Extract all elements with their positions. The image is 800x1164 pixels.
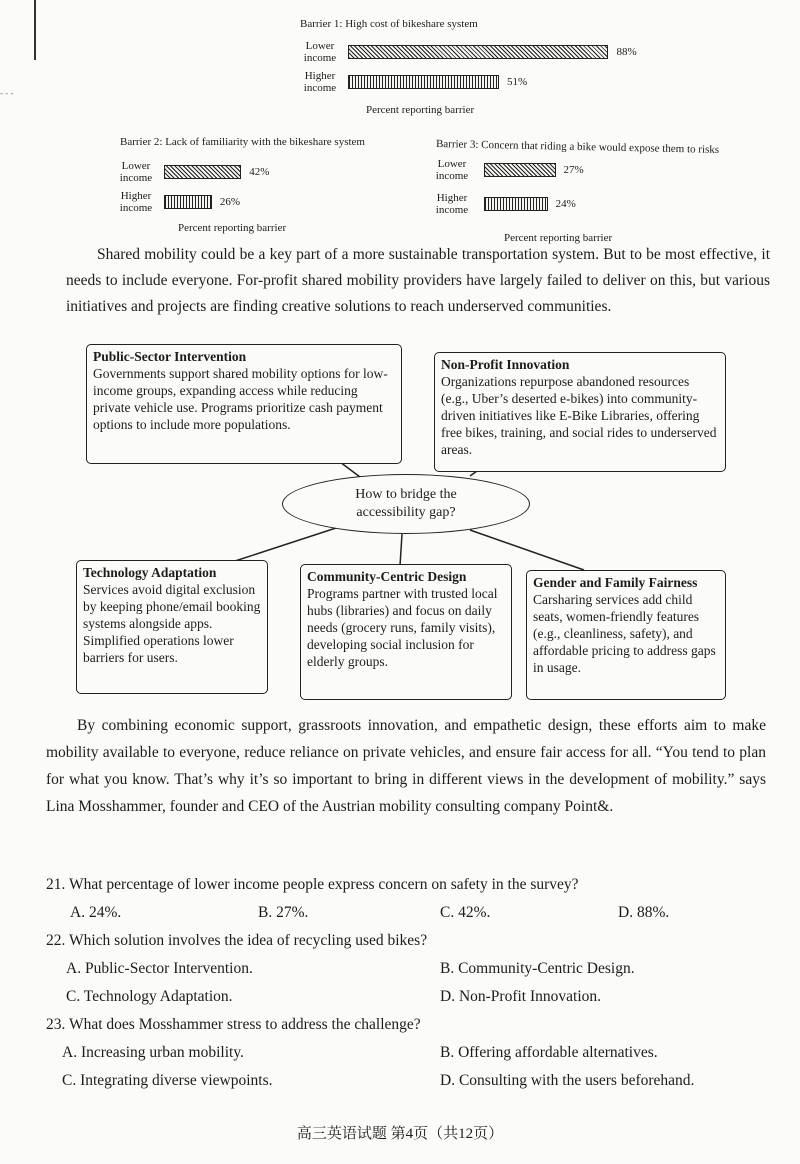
question-22-option-d[interactable]: D. Non-Profit Innovation. (440, 988, 602, 1005)
category-label: Higher income (303, 70, 337, 94)
value-label: 51% (506, 76, 528, 88)
connector-line (400, 534, 402, 566)
binder-dots: - - - (0, 88, 14, 98)
value-label: 88% (616, 46, 637, 58)
category-label: Lower income (119, 160, 153, 184)
box-title: Community-Centric Design (307, 569, 467, 584)
box-community-centric-design (300, 564, 512, 700)
box-gender-family-fairness (526, 570, 726, 700)
center-question-oval (282, 474, 530, 534)
x-axis-label: Percent reporting barrier (366, 104, 475, 116)
x-axis-label: Percent reporting barrier (178, 222, 287, 234)
box-text: Carsharing services add child seats, women-friendly features (e.g., cleanliness, safety), and affordable pricing to address gaps in usage. (533, 592, 716, 675)
box-title: Gender and Family Fairness (533, 575, 698, 590)
question-22-option-c[interactable]: C. Technology Adaptation. (66, 988, 233, 1005)
box-title: Technology Adaptation (83, 565, 217, 580)
value-label: 42% (249, 166, 270, 178)
passage-paragraph-1: Shared mobility could be a key part of a more sustainable transportation system. But to be most effective, it needs to include everyone. For-profit shared mobility providers have largely failed to deliver on this, but various initiatives and projects are finding creative solutions to reach underserved communities. (66, 246, 770, 315)
category-label: Higher income (435, 192, 469, 216)
box-text: Organizations repurpose abandoned resources (e.g., Uber’s deserted e-bikes) into community-driven initiatives like E-Bike Libraries, offering free bikes, training, and social rides to underserved areas. (441, 374, 717, 457)
question-21-option-a[interactable]: A. 24%. (70, 904, 122, 921)
box-public-sector-intervention (86, 344, 402, 464)
box-text: Programs partner with trusted local hubs (libraries) and focus on daily needs (grocery runs, family visits), developing social inclusion for elderly groups. (307, 586, 498, 669)
chart-title: Barrier 1: High cost of bikeshare system (300, 18, 478, 30)
question-23-option-c[interactable]: C. Integrating diverse viewpoints. (62, 1072, 273, 1089)
box-non-profit-innovation (434, 352, 726, 472)
chart-title: Barrier 2: Lack of familiarity with the bikeshare system (120, 136, 365, 148)
question-21-stem: 21. What percentage of lower income people express concern on safety in the survey? (46, 876, 579, 893)
question-21-option-c[interactable]: C. 42%. (440, 904, 491, 921)
question-23-stem: 23. What does Mosshammer stress to address the challenge? (46, 1016, 421, 1033)
value-label: 26% (219, 196, 240, 208)
value-label: 27% (563, 164, 584, 176)
passage-paragraph-2: By combining economic support, grassroots innovation, and empathetic design, these efforts aim to make mobility available to everyone, reduce reliance on private vehicles, and ensure fair access for all. “You tend to plan for what you know. That’s why it’s so important to bring in different views in the development of mobility.” says Lina Mosshammer, founder and CEO of the Austrian mobility consulting company Point&. (46, 717, 766, 815)
box-technology-adaptation (76, 560, 268, 694)
box-text: Governments support shared mobility options for low-income groups, expanding access while reducing private vehicle use. Programs prioritize cash payment options to include more populations. (93, 366, 388, 432)
category-label: Lower income (435, 158, 469, 182)
question-22-option-b[interactable]: B. Community-Centric Design. (440, 960, 635, 977)
x-axis-label: Percent reporting barrier (504, 232, 613, 244)
question-22-stem: 22. Which solution involves the idea of recycling used bikes? (46, 932, 428, 949)
category-label: Higher income (119, 190, 153, 214)
value-label: 24% (555, 198, 576, 210)
chart-title: Barrier 3: Concern that riding a bike would expose them to risks (435, 138, 720, 156)
question-21-option-b[interactable]: B. 27%. (258, 904, 309, 921)
page-footer: 高三英语试题 第4页（共12页） (296, 1126, 504, 1142)
box-title: Non-Profit Innovation (441, 357, 570, 372)
question-21-option-d[interactable]: D. 88%. (618, 904, 670, 921)
box-text: Services avoid digital exclusion by keeping phone/email booking systems alongside apps. Simplified operations lower barriers for users. (83, 582, 261, 665)
connector-line (232, 528, 336, 562)
question-23-option-b[interactable]: B. Offering affordable alternatives. (440, 1044, 658, 1061)
question-22-option-a[interactable]: A. Public-Sector Intervention. (66, 960, 253, 977)
center-question: How to bridge the accessibility gap? (355, 487, 457, 520)
category-label: Lower income (303, 40, 337, 64)
question-23-option-d[interactable]: D. Consulting with the users beforehand. (440, 1072, 695, 1089)
question-23-option-a[interactable]: A. Increasing urban mobility. (62, 1044, 244, 1061)
box-title: Public-Sector Intervention (93, 349, 247, 364)
